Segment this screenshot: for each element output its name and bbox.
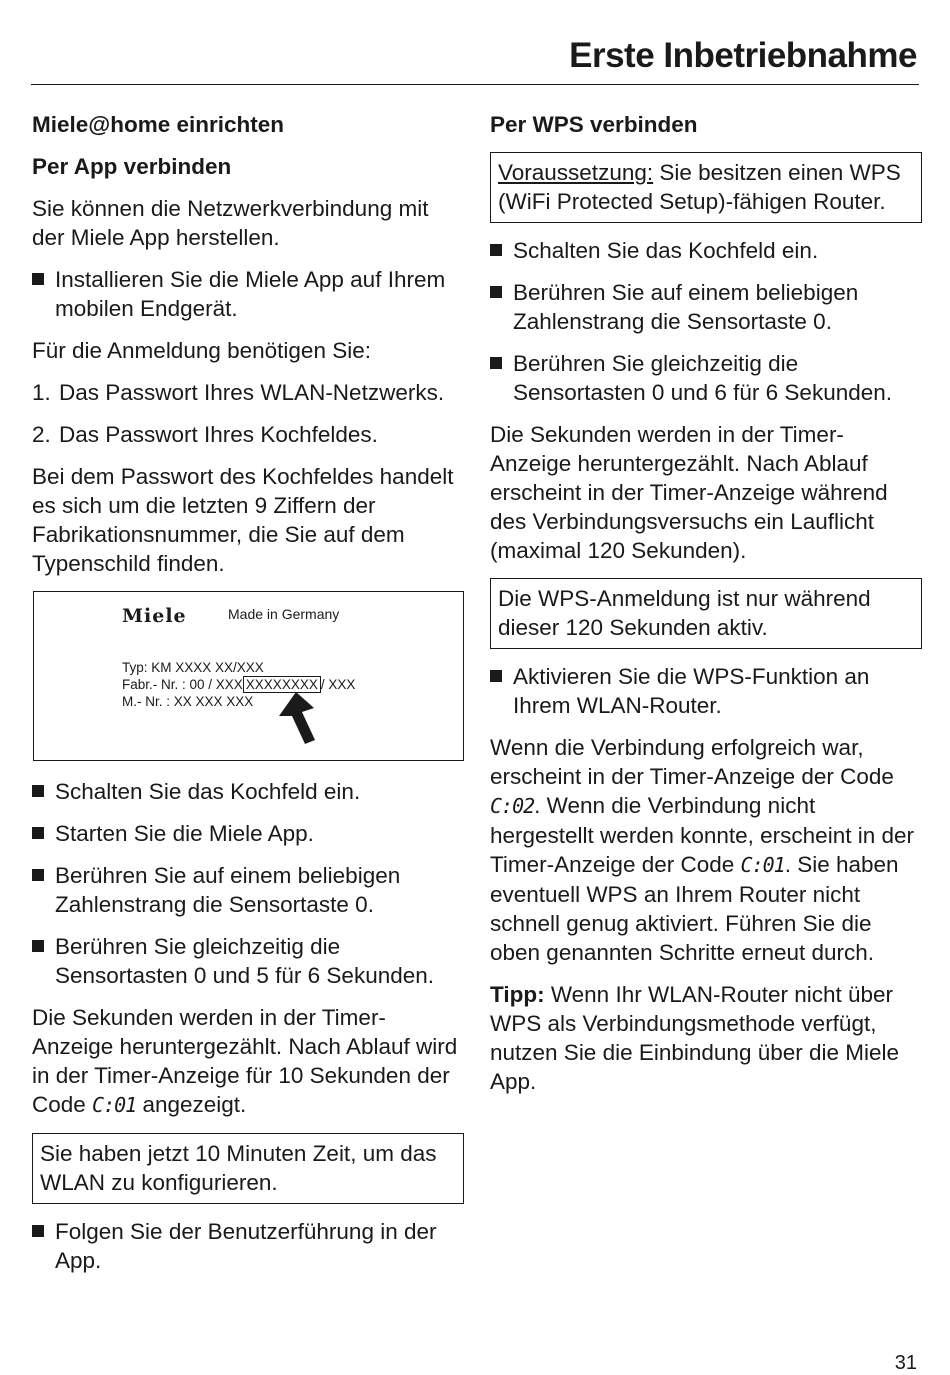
bullet-touch-both-sensors: [32, 932, 464, 990]
countdown-text: [32, 1003, 464, 1120]
countdown-text-end: angezeigt.: [136, 1092, 247, 1117]
bullet-square-icon: [32, 869, 44, 881]
bullet-text: Schalten Sie das Kochfeld ein.: [513, 238, 819, 263]
display-code-c01: C:01: [92, 1093, 137, 1117]
bullet-touch-sensor-wps: [490, 278, 922, 336]
item-number: 2.: [32, 422, 51, 447]
bullet-switch-on: [32, 777, 464, 806]
plate-type-line: Typ: KM XXXX XX/XXX: [122, 660, 264, 675]
bullet-square-icon: [32, 940, 44, 952]
page-number: 31: [894, 1352, 917, 1374]
bullet-text: Berühren Sie gleichzeitig die Sensortasten 0 und 6 für 6 Sekunden.: [513, 351, 893, 405]
bullet-square-icon: [32, 1225, 44, 1237]
section-heading-app: Per App verbinden: [32, 154, 232, 179]
bullet-follow-guide: [32, 1217, 464, 1275]
bullet-text: Aktivieren Sie die WPS-Funktion an Ihrem WLAN-Router.: [513, 664, 870, 718]
bullet-text: Schalten Sie das Kochfeld ein.: [55, 779, 361, 804]
item-text: Das Passwort Ihres Kochfeldes.: [59, 422, 378, 447]
app-intro-text: Sie können die Netzwerkverbindung mit der Miele App herstellen.: [32, 196, 429, 250]
left-column: [32, 110, 464, 1288]
bullet-touch-both-sensors-wps: [490, 349, 922, 407]
numbered-item-wlan-password: [32, 378, 464, 407]
bullet-square-icon: [490, 357, 502, 369]
result-text-2: . Wenn die Verbindung nicht hergestellt werden konnte, erscheint in der Timer-Anzeige der Code: [490, 793, 914, 877]
bullet-square-icon: [32, 827, 44, 839]
bullet-square-icon: [490, 286, 502, 298]
fabr-suffix: / XXX: [320, 677, 356, 692]
password-info-text: Bei dem Passwort des Kochfeldes handelt es sich um die letzten 9 Ziffern der Fabrikationsnummer, die Sie auf dem Typenschild finden.: [32, 464, 454, 576]
bullet-touch-sensor: [32, 861, 464, 919]
bullet-activate-wps: [490, 662, 922, 720]
section-heading-miele-home: Miele@home einrichten: [32, 112, 284, 137]
page-title: Erste Inbetriebnahme: [569, 36, 917, 75]
item-number: 1.: [32, 380, 51, 405]
bullet-text: Berühren Sie auf einem beliebigen Zahlenstrang die Sensortaste 0.: [55, 863, 401, 917]
notice-box-wps: Die WPS-Anmeldung ist nur während dieser 120 Sekunden aktiv.: [490, 578, 922, 649]
bullet-text: Berühren Sie auf einem beliebigen Zahlenstrang die Sensortaste 0.: [513, 280, 859, 334]
bullet-square-icon: [32, 273, 44, 285]
display-code-c02: C:02: [490, 794, 535, 818]
wps-result-text: [490, 733, 922, 967]
plate-m-line: M.- Nr. : XX XXX XXX: [122, 694, 254, 709]
bullet-text: Folgen Sie der Benutzerführung in der App.: [55, 1219, 437, 1273]
result-text-1: Wenn die Verbindung erfolgreich war, erscheint in der Timer-Anzeige der Code: [490, 735, 894, 789]
bullet-start-app: [32, 819, 464, 848]
wps-countdown-text: Die Sekunden werden in der Timer-Anzeige heruntergezählt. Nach Ablauf erscheint in der Timer-Anzeige während des Verbindungsversuchs ein Lauflicht (maximal 120 Sekunden).: [490, 422, 888, 563]
tip-text: [490, 980, 922, 1096]
right-column: [490, 110, 922, 1109]
bullet-text: Installieren Sie die Miele App auf Ihrem mobilen Endgerät.: [55, 267, 446, 321]
display-code-c01: C:01: [740, 853, 785, 877]
notice-box-time: Sie haben jetzt 10 Minuten Zeit, um das WLAN zu konfigurieren.: [32, 1133, 464, 1204]
type-plate-illustration: [33, 591, 464, 761]
login-intro-text: Für die Anmeldung benötigen Sie:: [32, 338, 371, 363]
arrow-up-icon: [34, 592, 464, 760]
bullet-install-app: [32, 265, 464, 323]
bullet-square-icon: [32, 785, 44, 797]
bullet-switch-on-wps: [490, 236, 922, 265]
bullet-text: Starten Sie die Miele App.: [55, 821, 314, 846]
fabr-number-highlight: XXXXXXXX: [243, 676, 321, 693]
fabr-prefix: Fabr.- Nr. : 00 / XXX: [122, 677, 243, 692]
countdown-text-start: Die Sekunden werden in der Timer-Anzeige heruntergezählt. Nach Ablauf wird in der Timer-Anzeige für 10 Sekunden der Code: [32, 1005, 458, 1117]
title-divider: [31, 84, 919, 85]
tip-label: Tipp:: [490, 982, 545, 1007]
prerequisite-box: [490, 152, 922, 223]
bullet-square-icon: [490, 670, 502, 682]
prerequisite-text: Sie besitzen einen WPS (WiFi Protected Setup)-fähigen Router.: [498, 160, 901, 214]
bullet-text: Berühren Sie gleichzeitig die Sensortasten 0 und 5 für 6 Sekunden.: [55, 934, 435, 988]
prerequisite-label: Voraussetzung:: [498, 160, 654, 185]
numbered-item-hob-password: [32, 420, 464, 449]
bullet-square-icon: [490, 244, 502, 256]
miele-logo: Miele: [122, 605, 187, 627]
item-text: Das Passwort Ihres WLAN-Netzwerks.: [59, 380, 445, 405]
tip-body: Wenn Ihr WLAN-Router nicht über WPS als Verbindungsmethode verfügt, nutzen Sie die Einbindung über die Miele App.: [490, 982, 900, 1094]
result-text-3: . Sie haben eventuell WPS an Ihrem Router nicht schnell genug aktiviert. Führen Sie die oben genannten Schritte erneut durch.: [490, 852, 899, 965]
made-in-label: Made in Germany: [228, 606, 340, 622]
section-heading-wps: Per WPS verbinden: [490, 112, 698, 137]
